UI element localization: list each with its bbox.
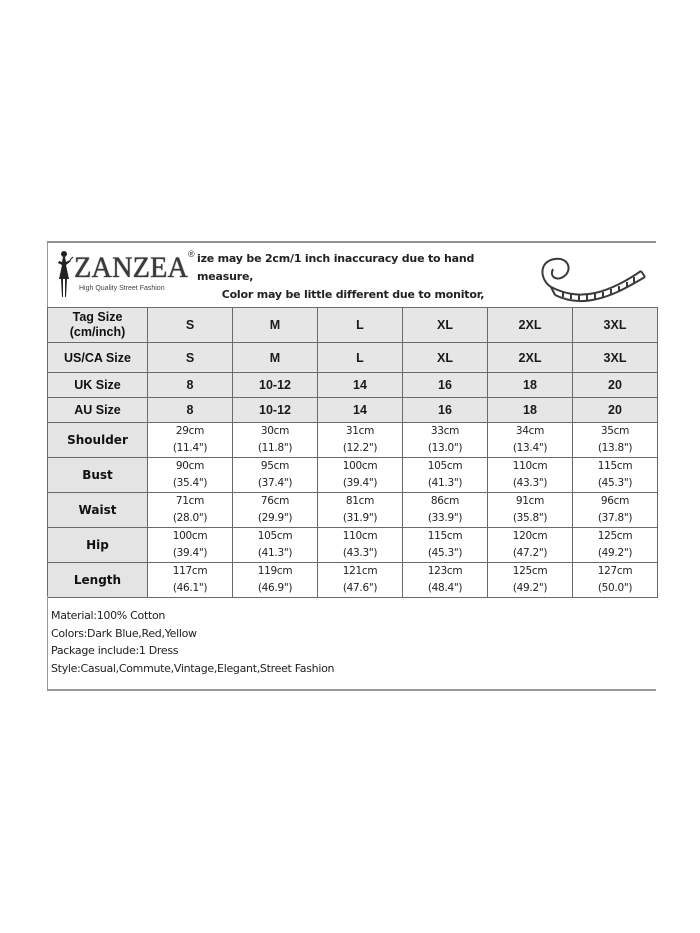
cell: 3XL <box>573 308 658 343</box>
cell: 35cm (13.8") <box>573 423 658 458</box>
cell: 3XL <box>573 343 658 373</box>
cell: 8 <box>148 373 233 398</box>
header-band <box>47 243 657 307</box>
cell: 16 <box>403 398 488 423</box>
cell: L <box>318 343 403 373</box>
cell: 76cm (29.9") <box>233 493 318 528</box>
brand-name: ZANZEA <box>74 251 188 284</box>
measuring-tape-icon <box>533 249 648 305</box>
cell: 10-12 <box>233 398 318 423</box>
details-text <box>51 607 334 677</box>
cell: 34cm (13.4") <box>488 423 573 458</box>
package-line: Package include:1 Dress <box>51 644 179 657</box>
table-row-tag-size <box>48 308 658 343</box>
cell: 33cm (13.0") <box>403 423 488 458</box>
notice-line-2: Color may be little different due to monitor, <box>221 288 485 301</box>
cell: 30cm (11.8") <box>233 423 318 458</box>
cell: 110cm (43.3") <box>488 458 573 493</box>
cell: 31cm (12.2") <box>318 423 403 458</box>
cell: 90cm (35.4") <box>148 458 233 493</box>
cell: 105cm (41.3") <box>233 528 318 563</box>
row-label: US/CA Size <box>48 343 148 373</box>
cell: 119cm (46.9") <box>233 563 318 598</box>
cell: 127cm (50.0") <box>573 563 658 598</box>
cell: 18 <box>488 398 573 423</box>
style-line: Style:Casual,Commute,Vintage,Elegant,Street Fashion <box>51 661 335 675</box>
table-row-au-size <box>48 398 658 423</box>
cell: XL <box>403 343 488 373</box>
cell: 121cm (47.6") <box>318 563 403 598</box>
table-row-us-ca-size <box>48 343 658 373</box>
table-row-uk-size <box>48 373 658 398</box>
cell: 96cm (37.8") <box>573 493 658 528</box>
row-label: UK Size <box>48 373 148 398</box>
table-row-waist <box>48 493 658 528</box>
cell: 100cm (39.4") <box>148 528 233 563</box>
row-label: Waist <box>48 493 148 528</box>
cell: 71cm (28.0") <box>148 493 233 528</box>
brand-logo <box>52 247 195 303</box>
material-line: Material:100% Cotton <box>51 609 166 622</box>
bottom-rule <box>47 689 656 691</box>
cell: 20 <box>573 398 658 423</box>
cell: 115cm (45.3") <box>403 528 488 563</box>
cell: 120cm (47.2") <box>488 528 573 563</box>
table-row-shoulder <box>48 423 658 458</box>
cell: 91cm (35.8") <box>488 493 573 528</box>
table-row-length <box>48 563 658 598</box>
cell: 110cm (43.3") <box>318 528 403 563</box>
cell: 29cm (11.4") <box>148 423 233 458</box>
cell: 81cm (31.9") <box>318 493 403 528</box>
cell: M <box>233 308 318 343</box>
cell: 86cm (33.9") <box>403 493 488 528</box>
cell: 16 <box>403 373 488 398</box>
cell: 2XL <box>488 308 573 343</box>
cell: 115cm (45.3") <box>573 458 658 493</box>
product-details <box>47 596 657 689</box>
cell: 125cm (49.2") <box>573 528 658 563</box>
row-label: Length <box>48 563 148 598</box>
cell: 10-12 <box>233 373 318 398</box>
woman-silhouette-icon <box>54 249 74 301</box>
cell: 125cm (49.2") <box>488 563 573 598</box>
cell: 14 <box>318 373 403 398</box>
row-label: Hip <box>48 528 148 563</box>
cell: S <box>148 308 233 343</box>
cell: 14 <box>318 398 403 423</box>
registered-mark: ® <box>188 249 195 259</box>
row-label: AU Size <box>48 398 148 423</box>
cell: M <box>233 343 318 373</box>
cell: 100cm (39.4") <box>318 458 403 493</box>
row-label: Tag Size (cm/inch) <box>48 308 148 343</box>
cell: 117cm (46.1") <box>148 563 233 598</box>
cell: 2XL <box>488 343 573 373</box>
cell: 123cm (48.4") <box>403 563 488 598</box>
cell: 20 <box>573 373 658 398</box>
cell: 8 <box>148 398 233 423</box>
notice-line-1: ize may be 2cm/1 inch inaccuracy due to hand measure, <box>197 252 475 283</box>
row-label: Bust <box>48 458 148 493</box>
cell: 18 <box>488 373 573 398</box>
cell: 95cm (37.4") <box>233 458 318 493</box>
cell: 105cm (41.3") <box>403 458 488 493</box>
cell: S <box>148 343 233 373</box>
table-row-hip <box>48 528 658 563</box>
brand-tagline: High Quality Street Fashion <box>79 285 165 292</box>
cell: L <box>318 308 403 343</box>
row-label: Shoulder <box>48 423 148 458</box>
cell: XL <box>403 308 488 343</box>
colors-line: Colors:Dark Blue,Red,Yellow <box>51 626 197 640</box>
size-chart-table <box>47 307 658 598</box>
table-row-bust <box>48 458 658 493</box>
